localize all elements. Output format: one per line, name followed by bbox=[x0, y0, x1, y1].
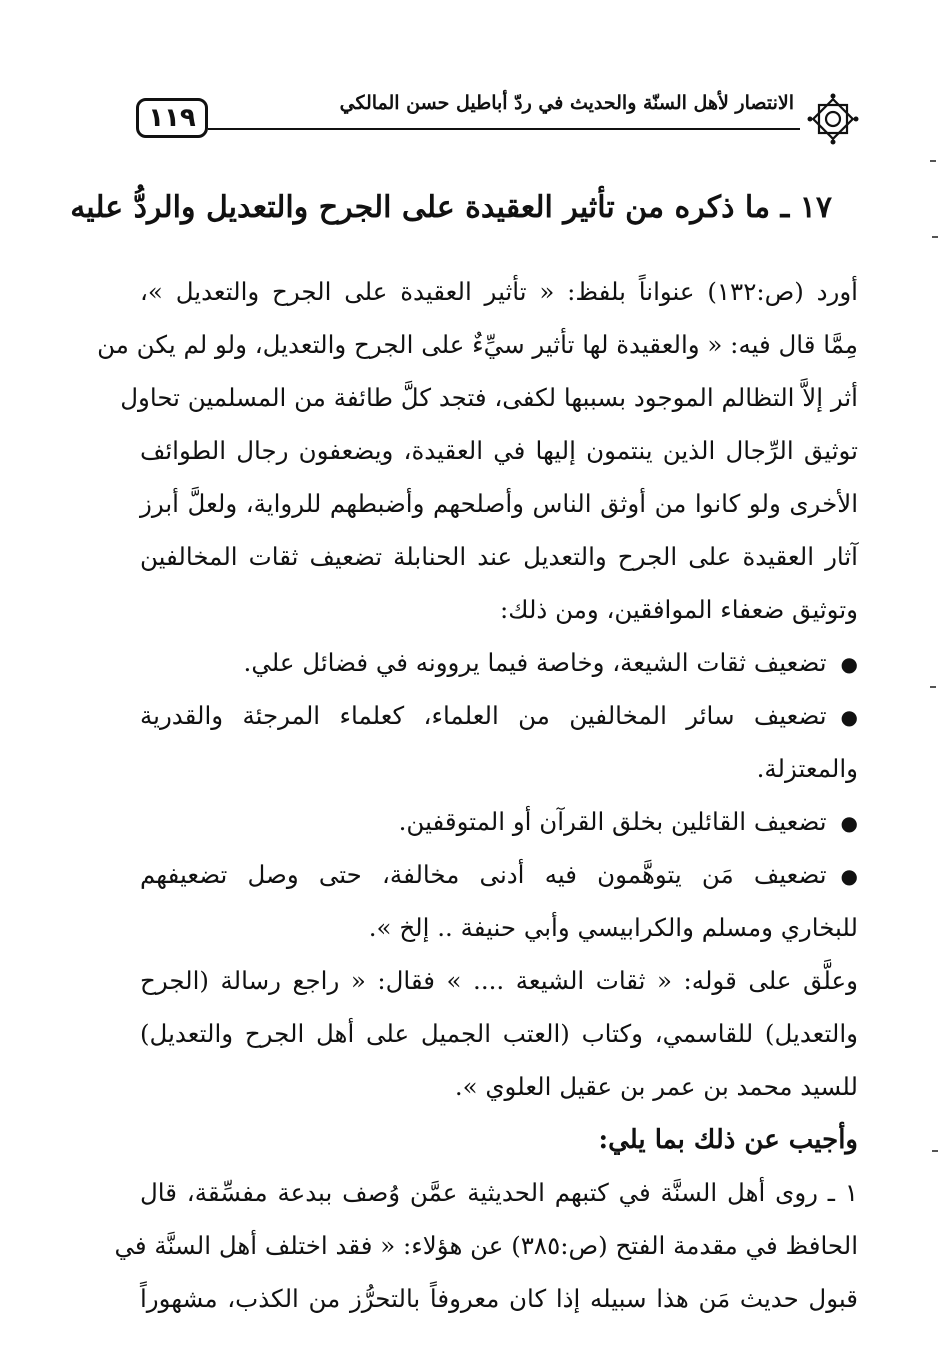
bullet-dot-icon: ● bbox=[840, 811, 858, 835]
paragraph-line: توثيق الرِّجال الذين ينتمون إليها في العقيدة، ويضعفون رجال الطوائف bbox=[140, 436, 858, 465]
page-header bbox=[130, 88, 860, 158]
paragraph-line: قبول حديث مَن هذا سبيله إذا كان معروفاً بالتحرُّز من الكذب، مشهوراً bbox=[140, 1284, 858, 1313]
bullet-dot-icon: ● bbox=[840, 864, 858, 888]
paragraph-line: آثار العقيدة على الجرح والتعديل عند الحنابلة تضعيف ثقات المخالفين bbox=[140, 542, 858, 571]
bullet-item bbox=[140, 643, 858, 684]
bullet-item bbox=[140, 802, 858, 843]
paragraph-line: ١ ـ روى أهل السنَّة في كتبهم الحديثية عمَّن وُصف ببدعة مفسِّقة، قال bbox=[140, 1178, 858, 1207]
scan-speck bbox=[930, 160, 936, 162]
bullet-item bbox=[140, 696, 858, 737]
eight-point-star-ornament-icon bbox=[806, 92, 860, 146]
paragraph-line: الأخرى ولو كانوا من أوثق الناس وأصلحهم وأضبطهم للرواية، ولعلَّ أبرز bbox=[140, 489, 858, 518]
paragraph-line: والتعديل) للقاسمي، وكتاب (العتب الجميل على أهل الجرح والتعديل) bbox=[140, 1019, 858, 1048]
bullet-text: تضعيف سائر المخالفين من العلماء، كعلماء المرجئة والقدرية bbox=[140, 701, 827, 730]
running-title: الانتصار لأهل السنّة والحديث في ردّ أباطيل حسن المالكي bbox=[339, 92, 794, 114]
answer-heading: وأجيب عن ذلك بما يلي: bbox=[598, 1125, 858, 1155]
bullet-dot-icon: ● bbox=[840, 652, 858, 676]
scan-speck bbox=[930, 686, 936, 688]
paragraph-line: الحافظ في مقدمة الفتح (ص:٣٨٥) عن هؤلاء: « فقد اختلف أهل السنَّة في bbox=[114, 1231, 858, 1260]
paragraph-line: أثر إلاَّ التظالم الموجود بسببها لكفى، فتجد كلَّ طائفة من المسلمين تحاول bbox=[120, 383, 858, 412]
bullet-dot-icon: ● bbox=[840, 705, 858, 729]
paragraph-line: وعلَّق على قوله: « ثقات الشيعة .... » فقال: « راجع رسالة (الجرح bbox=[140, 966, 858, 995]
header-rule bbox=[208, 128, 800, 130]
bullet-text: تضعيف ثقات الشيعة، وخاصة فيما يروونه في فضائل علي. bbox=[243, 648, 827, 677]
bullet-text: تضعيف مَن يتوهَّمون فيه أدنى مخالفة، حتى وصل تضعيفهم bbox=[140, 860, 827, 889]
paragraph-line: أورد (ص:١٣٢) عنواناً بلفظ: « تأثير العقيدة على الجرح والتعديل »، bbox=[140, 277, 858, 306]
page-number: ١١٩ bbox=[136, 98, 208, 138]
bullet-item bbox=[140, 855, 858, 896]
paragraph-line: وتوثيق ضعفاء الموافقين، ومن ذلك: bbox=[500, 595, 858, 624]
bullet-continuation: والمعتزلة. bbox=[756, 754, 858, 783]
scan-speck bbox=[932, 236, 938, 238]
bullet-text: تضعيف القائلين بخلق القرآن أو المتوقفين. bbox=[398, 807, 827, 836]
paragraph-line: مِمَّا قال فيه: « والعقيدة لها تأثير سيِّءٌ على الجرح والتعديل، ولو لم يكن من bbox=[97, 330, 858, 359]
scan-speck bbox=[932, 1150, 938, 1152]
bullet-continuation: للبخاري ومسلم والكرابيسي وأبي حنيفة .. إلخ ». bbox=[368, 913, 858, 942]
paragraph-line: للسيد محمد بن عمر بن عقيل العلوي ». bbox=[454, 1072, 858, 1101]
section-heading: ١٧ ـ ما ذكره من تأثير العقيدة على الجرح والتعديل والردُّ عليه bbox=[70, 190, 832, 225]
